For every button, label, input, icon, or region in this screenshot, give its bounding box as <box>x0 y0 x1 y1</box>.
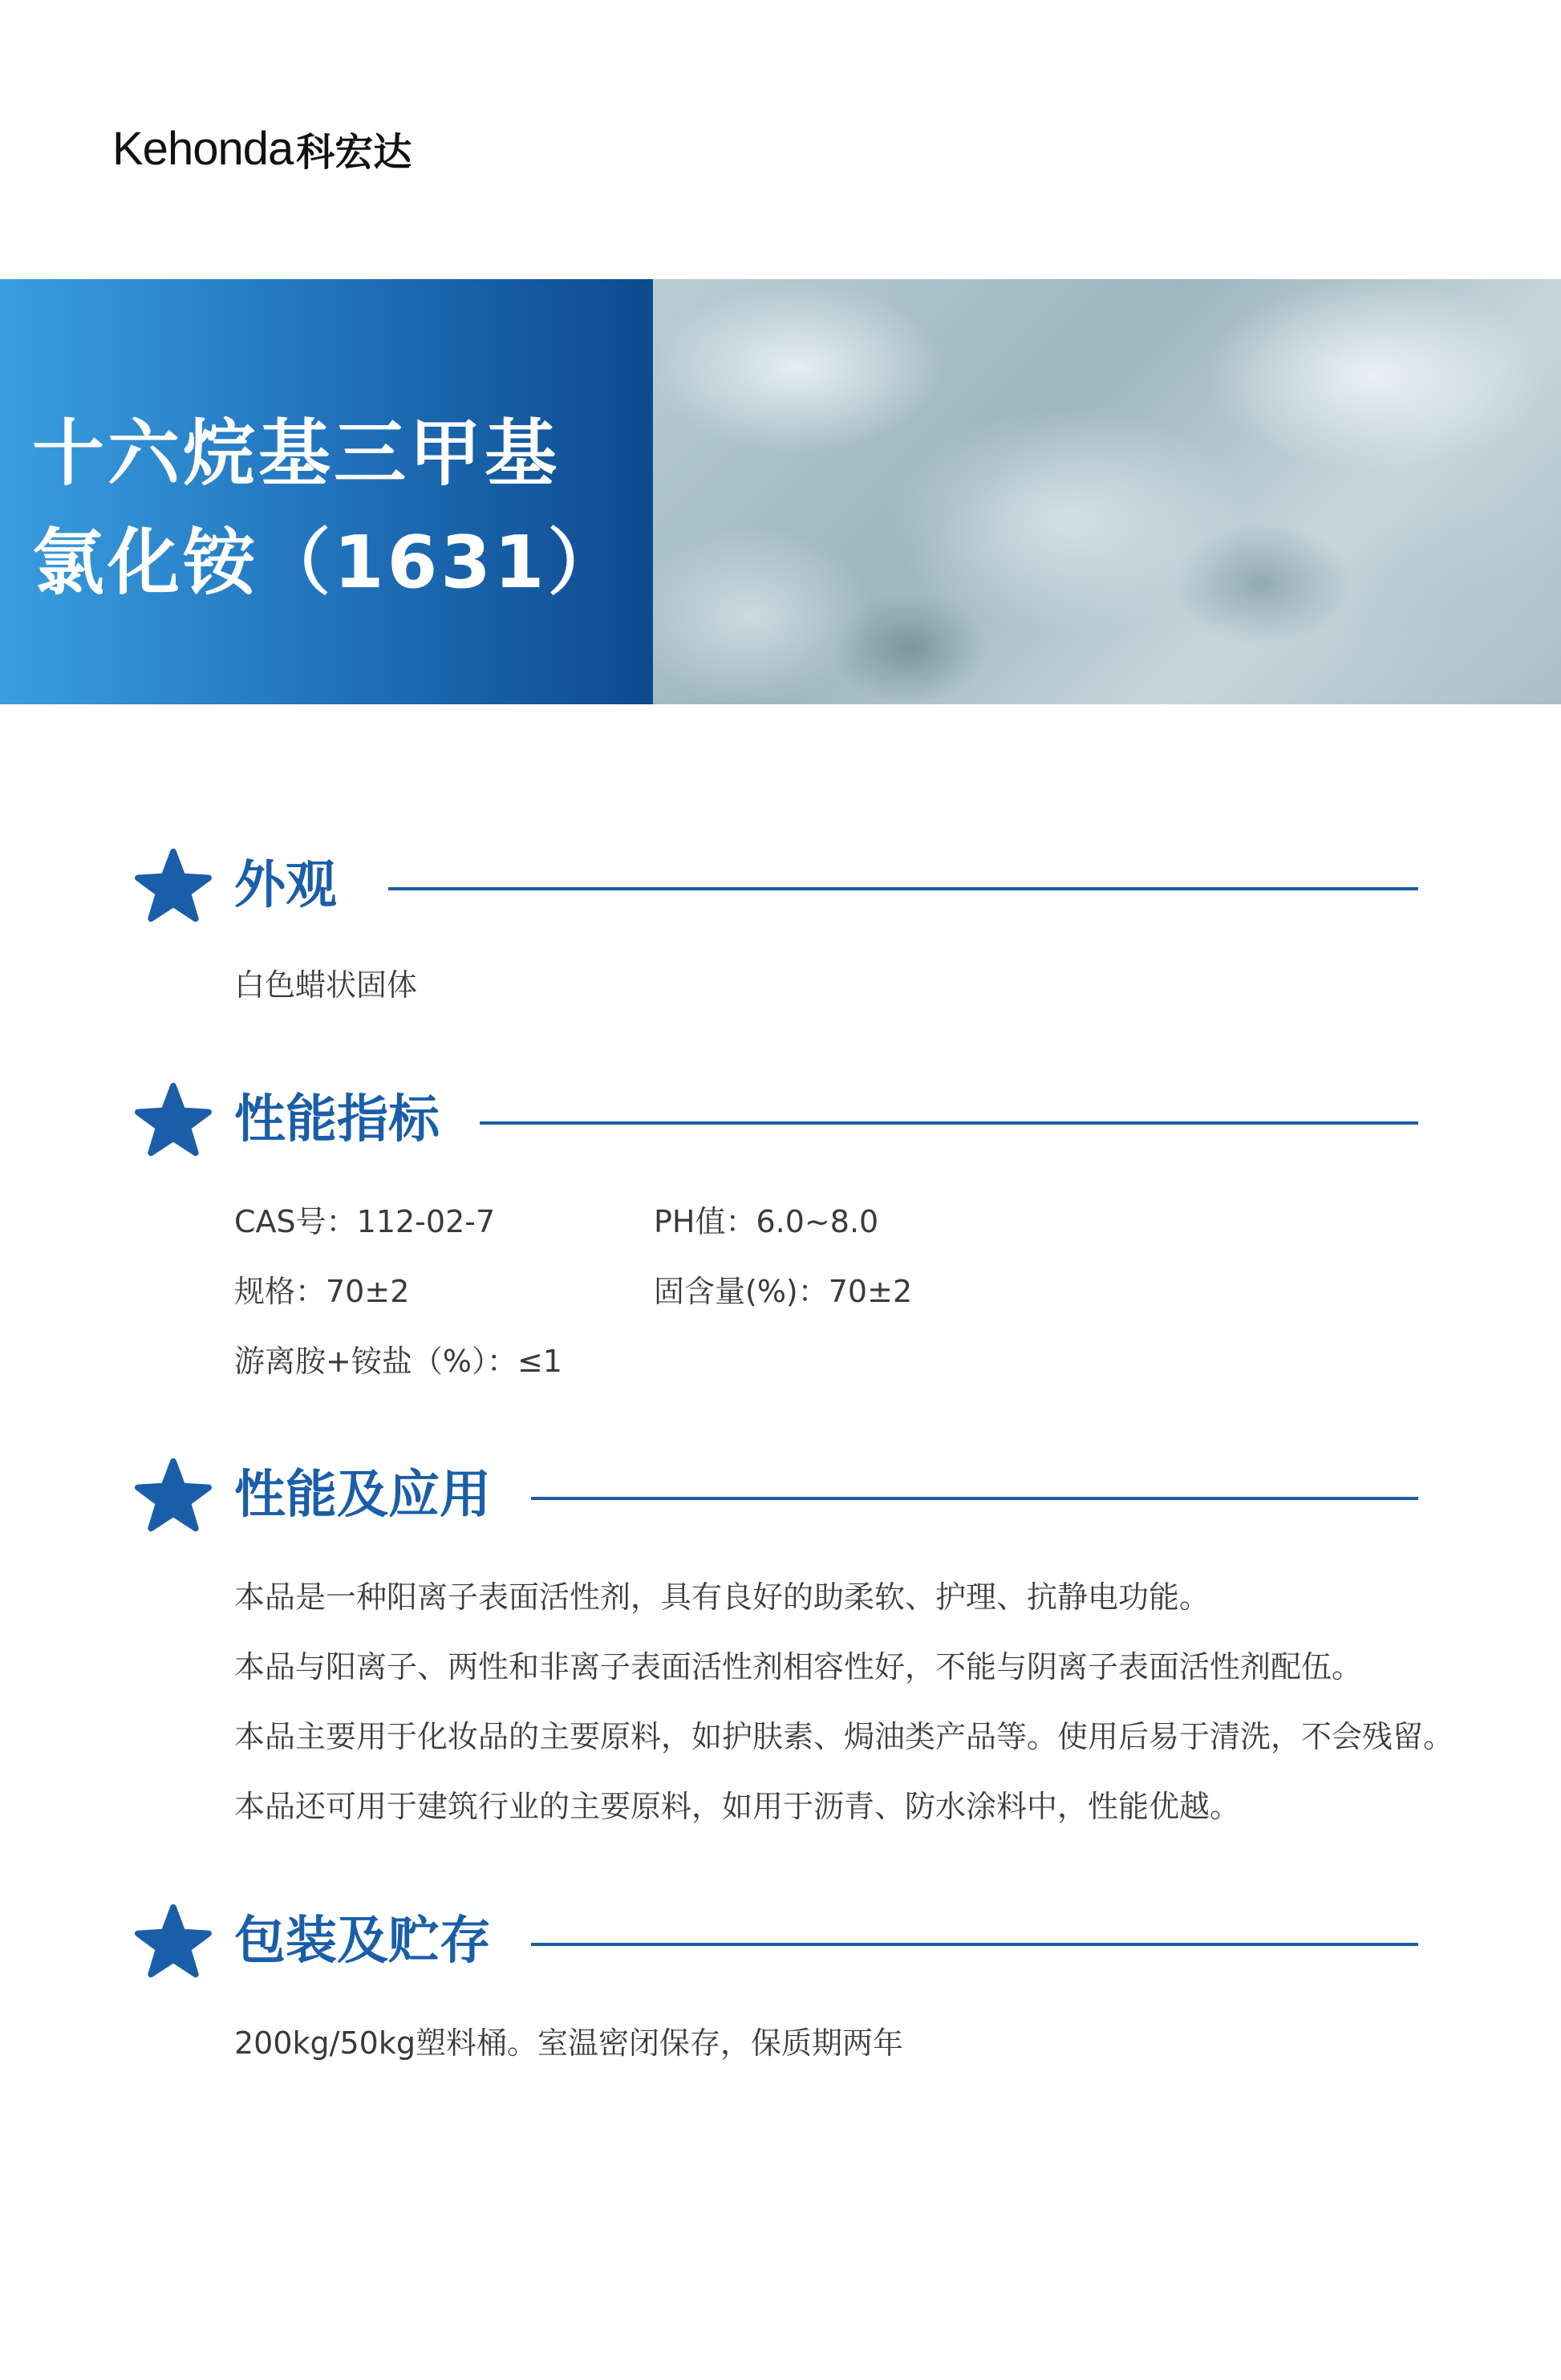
section-packaging-header <box>135 1903 1418 1991</box>
spec-free-amine: 游离胺+铵盐（%）：≤1 <box>234 1344 562 1379</box>
section-title: 包装及贮存 <box>234 1912 491 1971</box>
section-divider <box>531 1497 1418 1500</box>
application-line: 本品主要用于化妆品的主要原料，如护肤素、焗油类产品等。使用后易于清洗，不会残留。 <box>234 1719 1454 1754</box>
spec-ph: PH值：6.0~8.0 <box>654 1204 879 1239</box>
section-applications-header <box>135 1457 1418 1545</box>
section-specs-header <box>135 1081 1418 1170</box>
spec-cas: CAS号：112-02-7 <box>234 1204 496 1239</box>
section-title: 性能指标 <box>234 1090 440 1149</box>
section-title: 性能及应用 <box>234 1466 491 1525</box>
brand-latin: Kehonda <box>112 122 294 175</box>
star-icon <box>135 1903 212 1980</box>
hero-banner <box>0 279 1561 704</box>
section-divider <box>388 887 1418 890</box>
product-title-line1: 十六烷基三甲基 <box>32 412 560 496</box>
application-line: 本品与阳离子、两性和非离子表面活性剂相容性好，不能与阴离子表面活性剂配伍。 <box>234 1649 1363 1685</box>
product-title <box>32 399 642 618</box>
banner-title-panel <box>0 279 653 704</box>
star-icon <box>135 1457 212 1534</box>
spec-grade: 规格：70±2 <box>234 1274 410 1309</box>
section-divider <box>531 1943 1418 1946</box>
brand-chinese: 科宏达 <box>296 129 412 175</box>
application-line: 本品是一种阳离子表面活性剂，具有良好的助柔软、护理、抗静电功能。 <box>234 1579 1210 1615</box>
section-title: 外观 <box>234 856 337 915</box>
product-title-line2: 氯化铵（1631） <box>32 521 623 605</box>
product-photo <box>653 279 1561 704</box>
spec-solid-content: 固含量(%)：70±2 <box>654 1274 913 1309</box>
brand-logo <box>112 120 412 176</box>
appearance-text: 白色蜡状固体 <box>234 967 418 1003</box>
packaging-text: 200kg/50kg塑料桶。室温密闭保存，保质期两年 <box>234 2025 903 2061</box>
star-icon <box>135 1081 212 1158</box>
section-divider <box>480 1121 1418 1125</box>
application-line: 本品还可用于建筑行业的主要原料，如用于沥青、防水涂料中，性能优越。 <box>234 1789 1241 1824</box>
star-icon <box>135 847 212 924</box>
section-appearance-header <box>135 847 1418 935</box>
